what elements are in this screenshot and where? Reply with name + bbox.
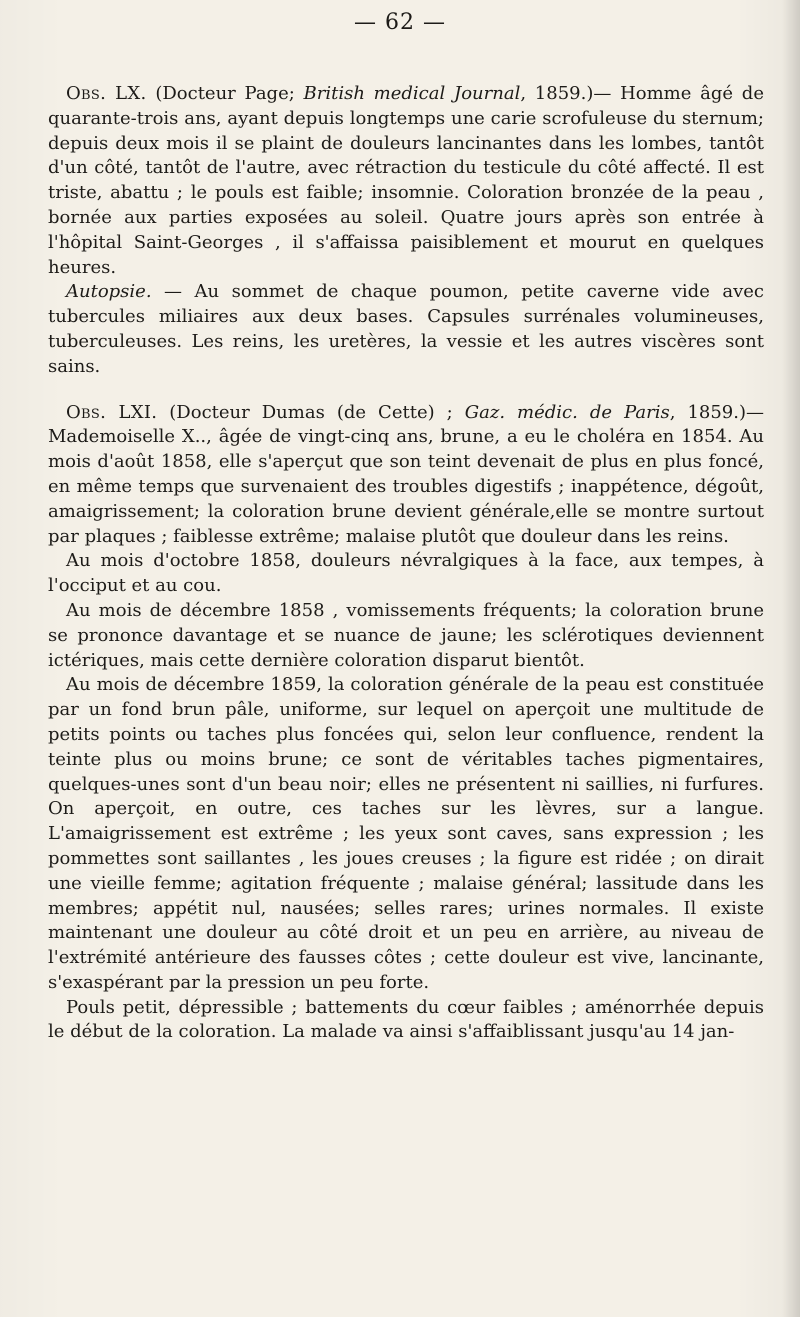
october-paragraph: Au mois d'octobre 1858, douleurs névralgiques à la face, aux tempes, à l'occiput et au cou.	[48, 550, 764, 597]
december-1858-paragraph: Au mois de décembre 1858 , vomissements fréquents; la coloration brune se prononce davantage et se nuance de jaune; les sclérotiques deviennent ictériques, mais cette dernière coloration disparut bientôt.	[48, 599, 764, 671]
observation-lx-source: British medical Journal	[303, 83, 521, 104]
section-gap	[48, 380, 764, 401]
observation-lx-intro: (Docteur Page;	[146, 83, 304, 104]
observation-lxi-paragraph	[48, 401, 764, 550]
observation-lx-paragraph	[48, 82, 764, 280]
december-1859-paragraph: Au mois de décembre 1859, la coloration générale de la peau est constituée par un fond brun pâle, uniforme, sur lequel on aperçoit une multitude de petits points ou taches plus foncées qui, selon leur confluence, rendent la teinte plus ou moins brune; ce sont de véritables taches pigmentaires, quelques-unes sont d'un beau noir; elles ne présentent ni saillies, ni furfures. On aperçoit, en outre, ces taches sur les lèvres, sur a langue. L'amaigrissement est extrême ; les yeux sont caves, sans expression ; les pommettes sont saillantes , les joues creuses ; la figure est ridée ; on dirait une vieille femme; agitation fréquente ; malaise général; lassitude dans les membres; appétit nul, nausées; selles rares; urines normales. Il existe maintenant une douleur au côté droit et un peu en arrière, au niveau de l'extrémité antérieure des fausses côtes ; cette douleur est vive, lancinante, s'exaspérant par la pression un peu forte.	[48, 674, 764, 993]
pulse-paragraph: Pouls petit, dépressible ; battements du cœur faibles ; aménorrhée depuis le début de la coloration. La malade va ainsi s'affaiblissant jusqu'au 14 jan-	[48, 996, 764, 1043]
autopsy-label: Autopsie.	[66, 281, 152, 303]
page-edge-shadow	[782, 0, 800, 1317]
autopsy-body: — Au sommet de chaque poumon, petite caverne vide avec tubercules miliaires aux deux bases. Capsules surrénales volumineuses, tuberculeuses. Les reins, les uretères, la vessie et les autres viscères sont sains.	[48, 281, 764, 377]
observation-lxi-intro: (Docteur Dumas (de Cette) ;	[157, 401, 465, 423]
autopsy-paragraph	[48, 280, 764, 379]
page-number: — 62 —	[354, 10, 446, 35]
observation-lxi-body: , 1859.)— Mademoiselle X.., âgée de vingt-cinq ans, brune, a eu le choléra en 1854. Au mois d'août 1858, elle s'aperçut que son teint devenait de plus en plus foncé, en même temps que survenaient des troubles digestifs ; inappétence, dégoût, amaigrissement; la coloration brune devient générale,elle se montre surtout par plaques ; faiblesse extrême; malaise plutôt que douleur dans les reins.	[48, 401, 764, 547]
observation-lx-body: , 1859.)— Homme âgé de quarante-trois ans, ayant depuis longtemps une carie scrofuleuse du sternum; depuis deux mois il se plaint de douleurs lancinantes dans les lombes, tantôt d'un côté, tantôt de l'autre, avec rétraction du testicule du côté affecté. Il est triste, abattu ; le pouls est faible; insomnie. Coloration bronzée de la peau , bornée aux parties exposées au soleil. Quatre jours après son entrée à l'hôpital Saint-Georges , il s'affaissa paisiblement et mourut en quelques heures.	[48, 83, 764, 278]
observation-lxi-source: Gaz. médic. de Paris	[464, 401, 670, 423]
observation-lxi-label: Obs. LXI.	[66, 401, 158, 423]
page-body	[48, 82, 764, 1045]
observation-lx-label: Obs. LX.	[66, 83, 147, 104]
